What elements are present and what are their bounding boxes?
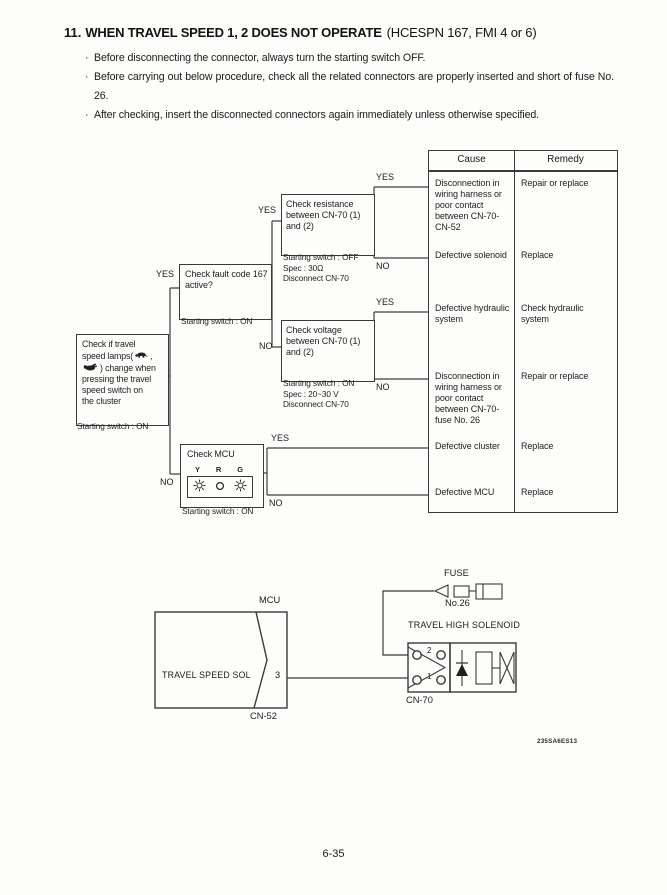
mcu-lamp-panel bbox=[187, 476, 253, 498]
cause-cell: Defective MCU bbox=[435, 487, 495, 497]
note-text: After checking, insert the disconnected connectors again immediately unless otherwise specified. bbox=[94, 109, 539, 121]
round-lamp-icon bbox=[215, 481, 225, 494]
no-label: NO bbox=[160, 477, 174, 487]
mcu-connector-chevron bbox=[254, 612, 267, 708]
no-label: NO bbox=[376, 382, 390, 392]
yes-label: YES bbox=[271, 433, 290, 443]
travel-high-solenoid-label: TRAVEL HIGH SOLENOID bbox=[408, 620, 521, 630]
remedy-cell: Replace bbox=[521, 441, 554, 451]
flow-box-mcu bbox=[180, 444, 264, 508]
cause-remedy-table bbox=[428, 150, 618, 513]
pin2-label: 2 bbox=[427, 646, 432, 655]
start-line: speed lamps( , bbox=[82, 350, 153, 361]
cause-cell: Defective solenoid bbox=[435, 250, 507, 260]
start-line: the cluster bbox=[82, 396, 121, 406]
no-label: NO bbox=[269, 498, 283, 508]
cause-cell: Disconnection in wiring harness or poor contact between CN-70-CN-52 bbox=[435, 178, 502, 232]
yes-label: YES bbox=[376, 172, 395, 182]
cause-cell: Disconnection in wiring harness or poor contact between CN-70-fuse No. 26 bbox=[435, 371, 502, 425]
start-line: ) change when bbox=[82, 362, 166, 374]
cause-cell: Defective cluster bbox=[435, 441, 500, 451]
rabbit-icon bbox=[83, 362, 97, 374]
mcu-box-title: Check MCU bbox=[187, 449, 235, 459]
note-text: Before carrying out below procedure, check all the related connectors are properly inserted and short of fuse No. 26. bbox=[94, 71, 614, 102]
sun-lamp-icon bbox=[193, 479, 206, 495]
mcu-condition: Starting switch : ON bbox=[182, 506, 254, 516]
cn70-pin-hole bbox=[437, 676, 445, 684]
remedy-cell: Repair or replace bbox=[521, 371, 589, 381]
section-subtitle: (HCESPN 167, FMI 4 or 6) bbox=[386, 25, 537, 40]
remedy-cell: Replace bbox=[521, 487, 554, 497]
solenoid-coil-icon bbox=[476, 652, 492, 684]
table-header-remedy: Remedy bbox=[547, 154, 584, 165]
cause-cell: Defective hydraulic system bbox=[435, 303, 510, 324]
start-line: speed switch on bbox=[82, 385, 143, 395]
flow-box-resistance: Check resistance between CN-70 (1) and (2) bbox=[281, 194, 375, 256]
remedy-cell: Check hydraulic system bbox=[521, 303, 584, 324]
flow-box-start bbox=[76, 334, 169, 426]
section-title: WHEN TRAVEL SPEED 1, 2 DOES NOT OPERATE bbox=[85, 25, 382, 40]
turtle-icon bbox=[135, 350, 148, 362]
mcu-box-outline bbox=[155, 612, 287, 708]
mcu-lamp-letters: Y R G bbox=[195, 465, 243, 474]
section-number: 11. bbox=[64, 25, 82, 40]
remedy-cell: Repair or replace bbox=[521, 178, 589, 188]
voltage-specs: Starting switch : ON Spec : 20~30 V Disconnect CN-70 bbox=[283, 378, 355, 410]
branch-resistance bbox=[367, 187, 428, 258]
start-line: pressing the travel bbox=[82, 374, 152, 384]
solenoid-box-outline bbox=[450, 643, 516, 692]
mcu-label: MCU bbox=[259, 595, 281, 605]
note-item bbox=[85, 106, 614, 125]
yes-label: YES bbox=[376, 297, 395, 307]
sun-lamp-icon bbox=[234, 479, 247, 495]
fuse-label: FUSE bbox=[444, 568, 469, 578]
valve-icon bbox=[500, 652, 514, 684]
fault-code-condition: Starting switch : ON bbox=[181, 316, 253, 326]
diode-icon bbox=[456, 650, 468, 686]
page-title bbox=[64, 25, 536, 40]
fuse-number-label: No.26 bbox=[445, 598, 470, 608]
page-number: 6-35 bbox=[322, 848, 345, 860]
flow-box-fault-code: Check fault code 167 active? bbox=[179, 264, 272, 320]
precaution-notes bbox=[85, 49, 614, 125]
flow-box-voltage: Check voltage between CN-70 (1) and (2) bbox=[281, 320, 375, 382]
start-line: Check if travel bbox=[82, 339, 136, 349]
no-label: NO bbox=[259, 341, 273, 351]
no-label: NO bbox=[376, 261, 390, 271]
note-item bbox=[85, 49, 614, 68]
yes-label: YES bbox=[156, 269, 175, 279]
remedy-cell: Replace bbox=[521, 250, 554, 260]
branch-mcu bbox=[261, 448, 428, 495]
figure-code: 235SA6ES13 bbox=[537, 738, 578, 745]
note-text: Before disconnecting the connector, always turn the starting switch OFF. bbox=[94, 52, 426, 64]
table-header-cause: Cause bbox=[457, 154, 486, 165]
cn70-pin-hole bbox=[437, 651, 445, 659]
travel-speed-sol-label: TRAVEL SPEED SOL bbox=[162, 670, 251, 680]
cn70-pin-hole bbox=[413, 651, 421, 659]
yes-label: YES bbox=[258, 205, 277, 215]
bullet-dot: · bbox=[85, 52, 89, 64]
cn70-label: CN-70 bbox=[406, 695, 433, 705]
fuse-icon bbox=[435, 584, 502, 599]
cn70-pin-hole bbox=[413, 676, 421, 684]
pin1-label: 1 bbox=[427, 672, 432, 681]
pin3-label: 3 bbox=[275, 670, 281, 680]
cn52-label: CN-52 bbox=[250, 711, 277, 721]
bullet-dot: · bbox=[85, 71, 89, 83]
table-column-divider bbox=[514, 151, 515, 512]
branch-voltage bbox=[367, 312, 428, 379]
bullet-dot: · bbox=[85, 109, 89, 121]
note-item bbox=[85, 68, 614, 106]
start-condition: Starting switch : ON bbox=[77, 421, 149, 431]
resistance-specs: Starting switch : OFF Spec : 30Ω Disconnect CN-70 bbox=[283, 252, 359, 284]
